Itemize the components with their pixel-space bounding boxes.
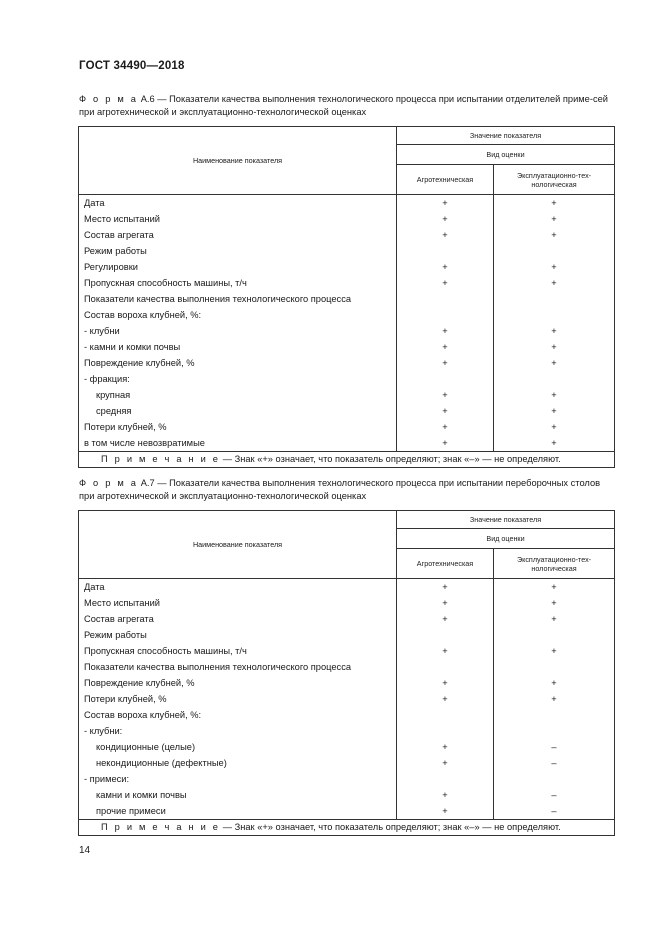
indicator-name-cell: Место испытаний: [79, 595, 397, 611]
table-row: [79, 387, 615, 403]
indicator-name-cell: Повреждение клубней, %: [79, 355, 397, 371]
table-row: [79, 307, 615, 323]
agro-mark-cell: +: [397, 675, 494, 691]
table-row: [79, 723, 615, 739]
table-row: [79, 675, 615, 691]
table-row: [79, 259, 615, 275]
form-a6-table: [78, 126, 615, 468]
expl-mark-cell: [494, 291, 615, 307]
expl-mark-cell: [494, 243, 615, 259]
table-row: [79, 755, 615, 771]
table-row: [79, 195, 615, 212]
form-a6-assessment-header: Вид оценки: [397, 145, 615, 165]
form-a7-note: [79, 820, 615, 836]
agro-mark-cell: +: [397, 275, 494, 291]
table-row: [79, 803, 615, 820]
expl-mark-cell: +: [494, 419, 615, 435]
indicator-name-cell: - камни и комки почвы: [79, 339, 397, 355]
form-a7-body: [79, 579, 615, 820]
form-a6-note-label: П р и м е ч а н и е: [101, 454, 221, 464]
table-row: [79, 291, 615, 307]
table-row: [79, 355, 615, 371]
table-row: [79, 403, 615, 419]
expl-mark-cell: +: [494, 211, 615, 227]
form-a7-value-group-header: Значение показателя: [397, 511, 615, 529]
expl-mark-cell: +: [494, 579, 615, 596]
indicator-name-cell: Состав агрегата: [79, 611, 397, 627]
expl-mark-cell: +: [494, 227, 615, 243]
indicator-name-cell: - клубни: [79, 323, 397, 339]
indicator-name-cell: Состав агрегата: [79, 227, 397, 243]
indicator-name-cell: - фракция:: [79, 371, 397, 387]
indicator-name-cell: некондиционные (дефектные): [79, 755, 397, 771]
indicator-name-cell: камни и комки почвы: [79, 787, 397, 803]
expl-mark-cell: [494, 659, 615, 675]
agro-mark-cell: +: [397, 611, 494, 627]
indicator-name-cell: крупная: [79, 387, 397, 403]
form-a7-label: Ф о р м а: [79, 478, 139, 488]
form-a6-note-text: — Знак «+» означает, что показатель определяют; знак «–» — не определяют.: [220, 454, 561, 464]
table-row: [79, 419, 615, 435]
agro-mark-cell: +: [397, 579, 494, 596]
table-row: [79, 787, 615, 803]
expl-mark-cell: +: [494, 595, 615, 611]
agro-mark-cell: +: [397, 595, 494, 611]
form-a6-caption: [79, 93, 616, 118]
expl-mark-cell: [494, 307, 615, 323]
expl-mark-cell: +: [494, 259, 615, 275]
form-a6-body: [79, 195, 615, 452]
agro-mark-cell: [397, 723, 494, 739]
expl-mark-cell: +: [494, 355, 615, 371]
expl-mark-cell: +: [494, 403, 615, 419]
expl-mark-cell: +: [494, 675, 615, 691]
indicator-name-cell: в том числе невозвратимые: [79, 435, 397, 452]
expl-mark-cell: –: [494, 803, 615, 820]
indicator-name-cell: Дата: [79, 195, 397, 212]
indicator-name-cell: Показатели качества выполнения технологического процесса: [79, 659, 397, 675]
agro-mark-cell: [397, 243, 494, 259]
indicator-name-cell: кондиционные (целые): [79, 739, 397, 755]
table-row: [79, 323, 615, 339]
expl-mark-cell: –: [494, 755, 615, 771]
form-a6-value-group-header: Значение показателя: [397, 127, 615, 145]
agro-mark-cell: +: [397, 195, 494, 212]
expl-mark-cell: +: [494, 323, 615, 339]
indicator-name-cell: Состав вороха клубней, %:: [79, 307, 397, 323]
indicator-name-cell: Показатели качества выполнения технологического процесса: [79, 291, 397, 307]
agro-mark-cell: +: [397, 419, 494, 435]
agro-mark-cell: +: [397, 739, 494, 755]
agro-mark-cell: +: [397, 355, 494, 371]
table-row: [79, 707, 615, 723]
page-number: 14: [79, 845, 91, 856]
indicator-name-cell: Состав вороха клубней, %:: [79, 707, 397, 723]
indicator-name-cell: Пропускная способность машины, т/ч: [79, 275, 397, 291]
expl-mark-cell: +: [494, 643, 615, 659]
agro-mark-cell: +: [397, 323, 494, 339]
form-a6-label: Ф о р м а: [79, 94, 139, 104]
table-row: [79, 435, 615, 452]
form-a6-name-header: Наименование показателя: [79, 127, 397, 195]
expl-mark-cell: +: [494, 339, 615, 355]
table-row: [79, 243, 615, 259]
table-row: [79, 691, 615, 707]
agro-mark-cell: +: [397, 435, 494, 452]
table-row: [79, 643, 615, 659]
agro-mark-cell: +: [397, 755, 494, 771]
indicator-name-cell: Режим работы: [79, 627, 397, 643]
agro-mark-cell: [397, 659, 494, 675]
form-a7-caption: [79, 477, 616, 502]
form-a6-note: [79, 452, 615, 468]
table-row: [79, 771, 615, 787]
indicator-name-cell: Режим работы: [79, 243, 397, 259]
indicator-name-cell: - примеси:: [79, 771, 397, 787]
agro-mark-cell: +: [397, 227, 494, 243]
expl-mark-cell: [494, 707, 615, 723]
expl-mark-cell: [494, 723, 615, 739]
form-a7-assessment-header: Вид оценки: [397, 529, 615, 549]
table-row: [79, 227, 615, 243]
table-row: [79, 739, 615, 755]
indicator-name-cell: Повреждение клубней, %: [79, 675, 397, 691]
table-row: [79, 211, 615, 227]
agro-mark-cell: +: [397, 339, 494, 355]
agro-mark-cell: +: [397, 691, 494, 707]
document-standard-number: ГОСТ 34490—2018: [79, 60, 185, 72]
agro-mark-cell: +: [397, 211, 494, 227]
form-a7-expl-header: Эксплуатационно-тех-нологическая: [494, 549, 615, 579]
agro-mark-cell: +: [397, 643, 494, 659]
table-row: [79, 595, 615, 611]
agro-mark-cell: +: [397, 403, 494, 419]
indicator-name-cell: Место испытаний: [79, 211, 397, 227]
indicator-name-cell: Потери клубней, %: [79, 419, 397, 435]
form-a7-note-label: П р и м е ч а н и е: [101, 822, 221, 832]
agro-mark-cell: [397, 307, 494, 323]
expl-mark-cell: +: [494, 275, 615, 291]
indicator-name-cell: - клубни:: [79, 723, 397, 739]
expl-mark-cell: +: [494, 435, 615, 452]
expl-mark-cell: [494, 771, 615, 787]
indicator-name-cell: Дата: [79, 579, 397, 596]
agro-mark-cell: +: [397, 787, 494, 803]
agro-mark-cell: [397, 627, 494, 643]
form-a7-agro-header: Агротехническая: [397, 549, 494, 579]
expl-mark-cell: –: [494, 739, 615, 755]
table-row: [79, 611, 615, 627]
form-a6-expl-header: Эксплуатационно-тех-нологическая: [494, 165, 615, 195]
table-row: [79, 275, 615, 291]
indicator-name-cell: Регулировки: [79, 259, 397, 275]
table-row: [79, 371, 615, 387]
agro-mark-cell: [397, 371, 494, 387]
form-a7-note-text: — Знак «+» означает, что показатель определяют; знак «–» — не определяют.: [220, 822, 561, 832]
indicator-name-cell: средняя: [79, 403, 397, 419]
table-row: [79, 659, 615, 675]
indicator-name-cell: Потери клубней, %: [79, 691, 397, 707]
table-row: [79, 339, 615, 355]
expl-mark-cell: [494, 627, 615, 643]
agro-mark-cell: +: [397, 803, 494, 820]
form-a7-table: [78, 510, 615, 836]
form-a6-agro-header: Агротехническая: [397, 165, 494, 195]
agro-mark-cell: [397, 291, 494, 307]
table-row: [79, 579, 615, 596]
form-a6-title: А.6 — Показатели качества выполнения технологического процесса при испытании отделителей приме-сей при агротехнической и эксплуатационно-технологической оценках: [79, 94, 608, 117]
expl-mark-cell: +: [494, 195, 615, 212]
expl-mark-cell: +: [494, 387, 615, 403]
table-row: [79, 627, 615, 643]
expl-mark-cell: +: [494, 611, 615, 627]
agro-mark-cell: +: [397, 259, 494, 275]
form-a7-name-header: Наименование показателя: [79, 511, 397, 579]
indicator-name-cell: прочие примеси: [79, 803, 397, 820]
agro-mark-cell: [397, 771, 494, 787]
expl-mark-cell: [494, 371, 615, 387]
indicator-name-cell: Пропускная способность машины, т/ч: [79, 643, 397, 659]
expl-mark-cell: –: [494, 787, 615, 803]
expl-mark-cell: +: [494, 691, 615, 707]
agro-mark-cell: [397, 707, 494, 723]
agro-mark-cell: +: [397, 387, 494, 403]
form-a7-title: А.7 — Показатели качества выполнения технологического процесса при испытании переборочных столов при агротехнической и эксплуатационно-технологической оценках: [79, 478, 601, 501]
